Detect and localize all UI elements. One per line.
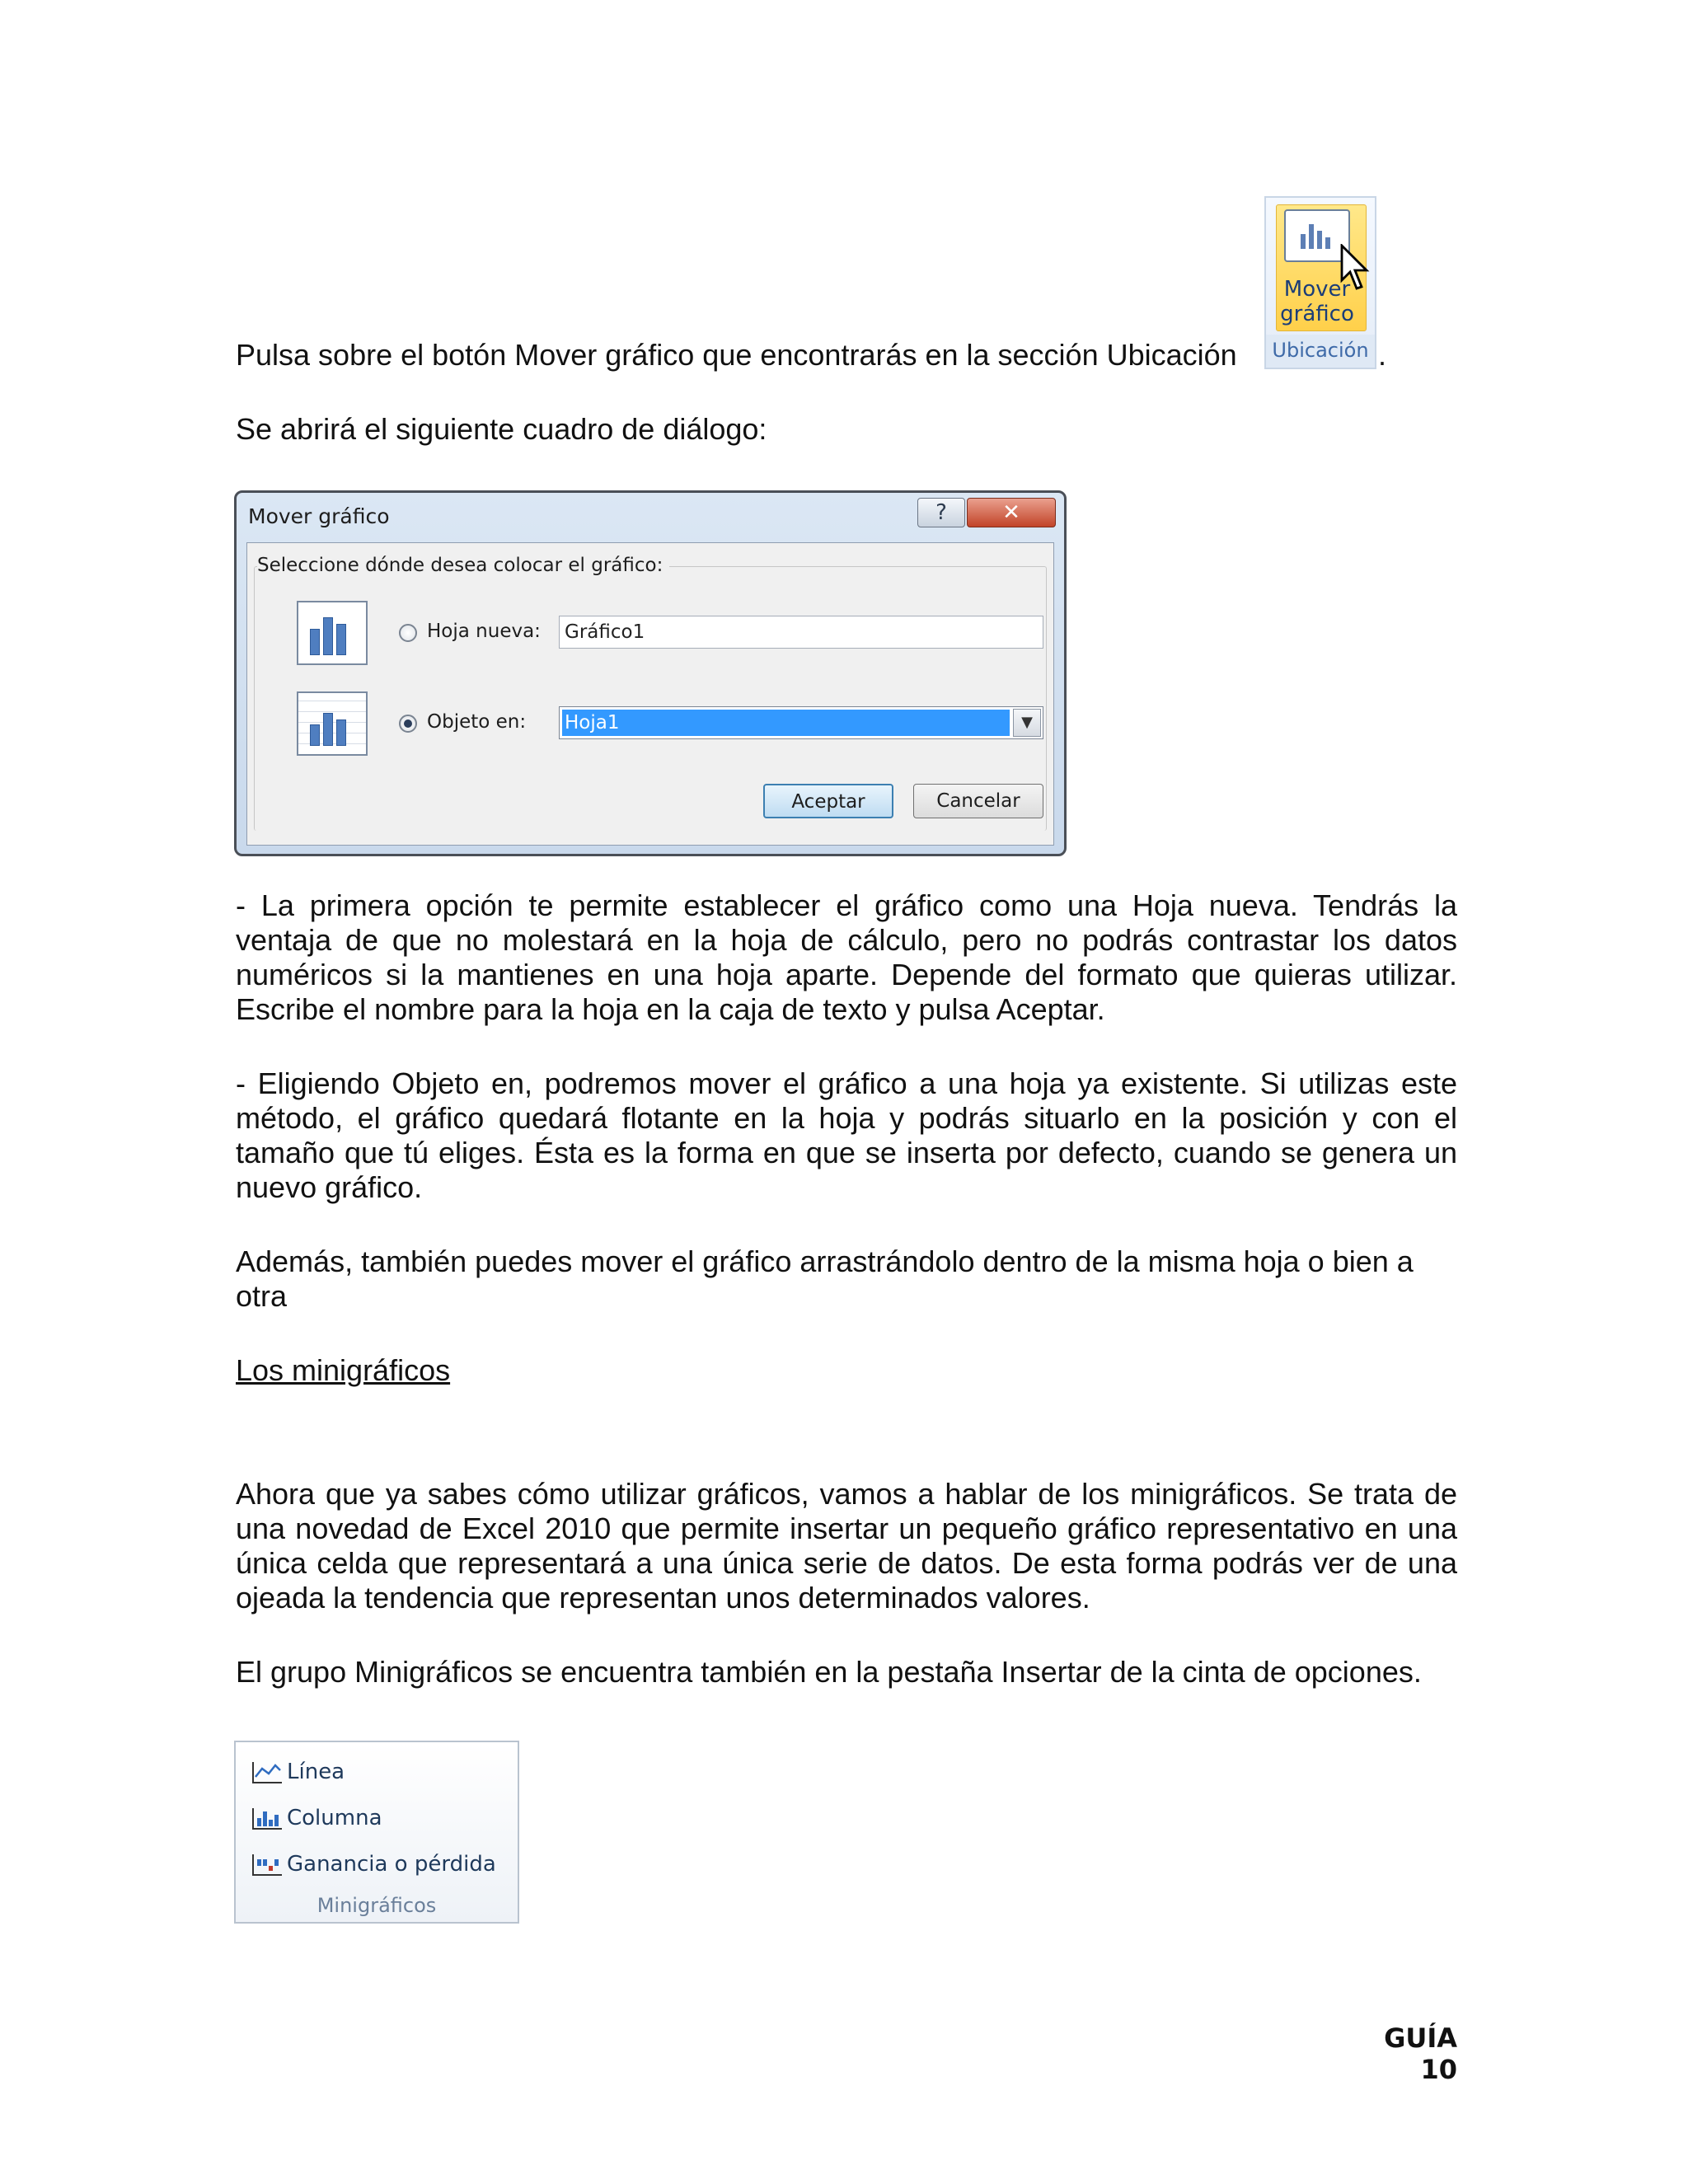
close-button[interactable]: ✕ xyxy=(967,498,1056,527)
paragraph-3: Además, también puedes mover el gráfico arrastrándolo dentro de la misma hoja o bien a otra xyxy=(236,1244,1414,1313)
object-sheet-value: Hoja1 xyxy=(562,710,1010,736)
paragraph-5: El grupo Minigráficos se encuentra también en la pestaña Insertar de la cinta de opciones. xyxy=(236,1655,1422,1689)
new-sheet-name-input[interactable]: Gráfico1 xyxy=(559,616,1043,649)
ribbon-group-label: Ubicación xyxy=(1266,335,1375,368)
radio-object[interactable] xyxy=(399,715,417,733)
page-footer: GUÍA 10 xyxy=(1384,2022,1457,2085)
sparkline-winloss-item[interactable] xyxy=(252,1848,496,1881)
chevron-down-icon[interactable]: ▼ xyxy=(1013,709,1041,737)
cancel-button[interactable]: Cancelar xyxy=(913,784,1043,818)
minigraficos-group-label: Minigráficos xyxy=(316,1894,437,1917)
paragraph-2: - Eligiendo Objeto en, podremos mover el gráfico a una hoja ya existente. Si utilizas este método, el gráfico quedará flotante en la hoja y podrás situarlo en la posición y con el tamaño que tú eliges. Ésta es la forma en que se inserta por defecto, cuando se genera un nuevo gráfico. xyxy=(236,1066,1457,1204)
object-sheet-select[interactable] xyxy=(559,706,1043,739)
sparkline-column-item[interactable] xyxy=(252,1802,382,1835)
sparkline-line-icon xyxy=(252,1762,282,1783)
radio-new-sheet[interactable] xyxy=(399,624,417,642)
mover-grafico-dialog xyxy=(234,490,1067,856)
new-sheet-chart-icon xyxy=(297,601,368,665)
label-object: Objeto en: xyxy=(427,711,527,733)
help-button[interactable]: ? xyxy=(917,498,965,527)
sparkline-line-item[interactable] xyxy=(252,1755,345,1788)
accept-button[interactable]: Aceptar xyxy=(763,784,893,818)
sparkline-line-label: Línea xyxy=(287,1760,345,1784)
label-new-sheet: Hoja nueva: xyxy=(427,621,541,642)
ribbon-label-line2: gráfico xyxy=(1280,302,1354,326)
dialog-body xyxy=(246,542,1054,846)
intro-text: Pulsa sobre el botón Mover gráfico que encontrarás en la sección Ubicación xyxy=(236,338,1237,372)
sparkline-column-label: Columna xyxy=(287,1806,382,1830)
sparkline-winloss-icon xyxy=(252,1854,282,1876)
section-heading: Los minigráficos xyxy=(236,1353,451,1387)
intro-period: . xyxy=(1378,338,1387,372)
paragraph-1: - La primera opción te permite establecer el gráfico como una Hoja nueva. Tendrás la ventaja de que no molestará en la hoja de cálculo, pero no podrás contrastar los datos numéricos si la mantienes en una hoja aparte. Depende del formato que quieras utilizar. Escribe el nombre para la hoja en la caja de texto y pulsa Aceptar. xyxy=(236,888,1457,1026)
sparkline-column-icon xyxy=(252,1808,282,1830)
object-chart-icon xyxy=(297,691,368,756)
paragraph-4: Ahora que ya sabes cómo utilizar gráficos, vamos a hablar de los minigráficos. Se trata de una novedad de Excel 2010 que permite insertar un pequeño gráfico representativo en una única celda que representará a una única serie de datos. De esta forma podrás ver de una ojeada la tendencia que representan unos determinados valores. xyxy=(236,1477,1457,1615)
intro-line-2: Se abrirá el siguiente cuadro de diálogo: xyxy=(236,412,767,446)
dialog-legend: Seleccione dónde desea colocar el gráfico: xyxy=(257,555,669,576)
mover-grafico-ribbon-image xyxy=(1264,196,1376,369)
minigraficos-group-image xyxy=(234,1741,519,1924)
sparkline-winloss-label: Ganancia o pérdida xyxy=(287,1852,496,1877)
dialog-title: Mover gráfico xyxy=(248,504,390,528)
ribbon-label-line1: Mover xyxy=(1283,277,1351,302)
